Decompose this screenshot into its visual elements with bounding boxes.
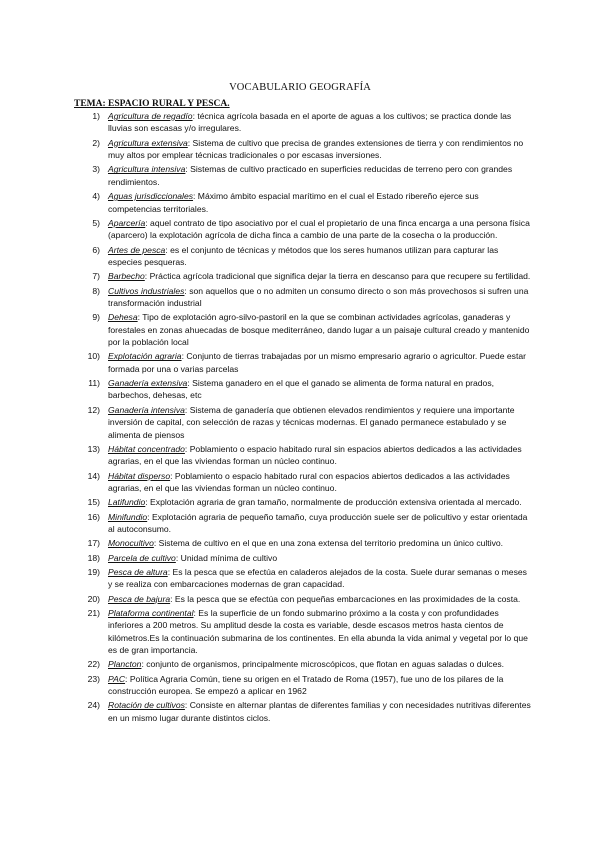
vocab-term: Barbecho xyxy=(108,271,145,282)
item-body xyxy=(108,217,532,242)
item-body xyxy=(108,552,532,564)
item-number: 12) xyxy=(87,404,100,415)
list-item xyxy=(74,470,532,495)
vocab-definition: : es el conjunto de técnicas y métodos que los seres humanos utilizan para capturar las especies pesqueras. xyxy=(108,244,499,267)
item-number: 5) xyxy=(92,217,100,228)
list-item xyxy=(74,552,532,564)
vocab-definition: : conjunto de organismos, principalmente microscópicos, que flotan en aguas saladas o dulces. xyxy=(141,659,505,670)
item-number: 10) xyxy=(87,351,100,362)
vocab-term: Aguas jurisdiccionales xyxy=(108,191,194,202)
vocab-definition: : Sistema de ganadería que obtienen elevados rendimientos y requiere una importante inversión de capital, con selección de razas y técnicas modernas. El ganado permanece estabulado y se alimenta de piensos xyxy=(108,404,515,440)
vocab-definition: : Es la superficie de un fondo submarino próximo a la costa y con profundidades inferiores a 200 metros. Su amplitud desde la costa es variable, desde escasos metros hasta cientos de kilómetros.Es la continuación submarina de los continentes. En ella abunda la vida animal y vegetal por lo que es de gran importancia. xyxy=(108,607,528,656)
list-item xyxy=(74,163,532,188)
item-body xyxy=(108,511,532,536)
vocab-definition: : Sistema ganadero en el que el ganado se alimenta de forma natural en prados, barbechos, dehesas, etc xyxy=(108,378,495,401)
vocab-term: Latifundio xyxy=(108,497,146,508)
vocab-definition: : Sistema de cultivo en el que en una zona extensa del territorio predomina un único cultivo. xyxy=(153,538,504,549)
item-number: 4) xyxy=(92,191,100,202)
item-body xyxy=(108,270,532,282)
vocab-term: Explotación agraria xyxy=(108,351,182,362)
vocab-term: PAC xyxy=(108,673,126,684)
vocab-definition: : Práctica agrícola tradicional que significa dejar la tierra en descanso para que recupere su fertilidad. xyxy=(144,271,531,282)
list-item xyxy=(74,350,532,375)
vocab-term: Ganadería intensiva xyxy=(108,404,185,415)
list-item xyxy=(74,593,532,605)
vocab-term: Pesca de bajura xyxy=(108,593,171,604)
item-body xyxy=(108,470,532,495)
item-body xyxy=(108,496,532,508)
vocab-definition: : Explotación agraria de pequeño tamaño, cuya producción suele ser de policultivo y estar orientada al autoconsumo. xyxy=(108,511,528,534)
vocab-term: Artes de pesca xyxy=(108,244,166,255)
list-item xyxy=(74,699,532,724)
list-item xyxy=(74,496,532,508)
list-item xyxy=(74,190,532,215)
item-number: 14) xyxy=(87,470,100,481)
list-item xyxy=(74,537,532,549)
list-item xyxy=(74,658,532,670)
vocab-definition: : Tipo de explotación agro-silvo-pastoril en la que se combinan actividades agrícolas, ganaderas y forestales en zonas ahuecadas de bosque mediterráneo, dando lugar a un paisaje cultural creado y mantenido por la población local xyxy=(108,312,530,348)
item-body xyxy=(108,699,532,724)
vocab-definition: : Es la pesca que se efectúa en caladeros alejados de la costa. Suele durar semanas o meses y se realiza con embarcaciones modernas de gran capacidad. xyxy=(108,566,527,590)
list-item xyxy=(74,511,532,536)
vocab-definition: : Poblamiento o espacio habitado rural con espacios abiertos dedicados a las actividades agrarias, en el que las viviendas forman un núcleo continuo. xyxy=(108,470,510,493)
vocab-term: Dehesa xyxy=(108,312,138,323)
list-item xyxy=(74,270,532,282)
item-body xyxy=(108,110,532,135)
item-number: 11) xyxy=(88,378,100,389)
item-number: 24) xyxy=(87,700,100,711)
item-body xyxy=(108,404,532,441)
item-body xyxy=(108,607,532,657)
item-body xyxy=(108,658,532,670)
page-title: VOCABULARIO GEOGRAFÍA xyxy=(229,82,371,93)
vocab-definition: : Sistema de cultivo que precisa de grandes extensiones de tierra y con rendimientos no muy altos por emplear técnicas tradicionales o por escasas inversiones. xyxy=(108,137,524,161)
list-item xyxy=(74,217,532,242)
list-item xyxy=(74,137,532,162)
vocab-definition: : aquel contrato de tipo asociativo por el cual el propietario de una finca encarga a una persona física (aparcero) la explotación agrícola de dicha finca a cambio de una parte de la cosecha o la producción. xyxy=(108,217,530,241)
item-number: 16) xyxy=(87,511,100,522)
item-number: 3) xyxy=(92,164,100,175)
vocab-definition: : son aquellos que o no admiten un consumo directo o son más provechosos si sufren una transformación industrial xyxy=(108,285,529,308)
vocab-term: Plancton xyxy=(108,659,142,670)
vocab-term: Ganadería extensiva xyxy=(108,378,188,389)
vocab-term: Cultivos industriales xyxy=(108,285,185,296)
item-body xyxy=(108,537,532,549)
item-body xyxy=(108,566,532,591)
item-number: 2) xyxy=(92,137,100,148)
item-body xyxy=(108,673,532,698)
vocab-term: Parcela de cultivo xyxy=(108,552,176,563)
vocab-definition: : Unidad mínima de cultivo xyxy=(175,552,278,563)
item-number: 17) xyxy=(87,538,100,549)
item-body xyxy=(108,163,532,188)
list-item xyxy=(74,607,532,657)
item-body xyxy=(108,285,532,310)
vocab-definition: : Explotación agraria de gran tamaño, normalmente de producción extensiva orientada al mercado. xyxy=(145,497,522,508)
list-item xyxy=(74,566,532,591)
item-number: 21) xyxy=(87,607,100,618)
item-number: 20) xyxy=(87,593,100,604)
item-body xyxy=(108,443,532,468)
vocab-term: Minifundio xyxy=(108,511,148,522)
item-number: 7) xyxy=(92,271,100,282)
item-number: 13) xyxy=(87,443,100,454)
vocab-definition: : Consiste en alternar plantas de diferentes familias y con necesidades nutritivas diferentes en un mismo lugar durante distintos ciclos. xyxy=(108,700,531,723)
item-body xyxy=(108,190,532,215)
item-number: 23) xyxy=(87,673,100,684)
topic-heading: TEMA: ESPACIO RURAL Y PESCA. xyxy=(74,99,230,109)
list-item xyxy=(74,443,532,468)
list-item xyxy=(74,244,532,269)
list-item xyxy=(74,285,532,310)
vocab-term: Hábitat disperso xyxy=(108,470,171,481)
item-body xyxy=(108,244,532,269)
item-number: 8) xyxy=(92,285,100,296)
item-number: 1) xyxy=(92,111,100,121)
list-item xyxy=(74,673,532,698)
vocab-definition: : Sistemas de cultivo practicado en superficies reducidas de terreno pero con grandes rendimientos. xyxy=(108,164,513,187)
vocab-definition: : Política Agraria Común, tiene su origen en el Tratado de Roma (1957), fue uno de los pilares de la construcción europea. Se empezó a aplicar en 1962 xyxy=(108,673,504,697)
item-body xyxy=(108,137,532,162)
vocab-term: Hábitat concentrado xyxy=(108,443,185,454)
vocab-definition: : Poblamiento o espacio habitado rural sin espacios abiertos dedicados a las actividades agrarias, en el que las viviendas forman un núcleo continuo. xyxy=(108,443,522,467)
item-body xyxy=(108,350,532,375)
item-body xyxy=(108,377,532,402)
vocab-term: Rotación de cultivos xyxy=(108,700,185,711)
list-item xyxy=(74,110,532,135)
vocab-term: Agricultura intensiva xyxy=(108,164,186,175)
list-item xyxy=(74,404,532,441)
vocab-term: Aparcería xyxy=(108,217,146,228)
list-item xyxy=(74,311,532,348)
item-body xyxy=(108,311,532,348)
vocab-term: Agricultura extensiva xyxy=(108,137,188,148)
item-number: 9) xyxy=(92,312,100,323)
list-item xyxy=(74,377,532,402)
vocab-definition: : Máximo ámbito espacial marítimo en el cual el Estado ribereño ejerce sus competencias territoriales. xyxy=(108,191,479,214)
item-number: 6) xyxy=(92,244,100,255)
vocab-term: Agricultura de regadío xyxy=(108,111,193,121)
vocab-term: Monocultivo xyxy=(108,538,154,549)
vocab-definition: : Es la pesca que se efectúa con pequeñas embarcaciones en las proximidades de la costa. xyxy=(170,593,521,604)
item-number: 18) xyxy=(87,552,100,563)
vocab-definition: : técnica agrícola basada en el aporte de aguas a los cultivos; se practica donde las lluvias son escasas y/o irregulares. xyxy=(108,111,512,134)
item-number: 19) xyxy=(87,566,100,577)
item-number: 22) xyxy=(87,659,100,670)
vocabulary-list xyxy=(74,110,532,726)
vocab-term: Pesca de altura xyxy=(108,566,168,577)
vocab-definition: : Conjunto de tierras trabajadas por un mismo empresario agrario o agricultor. Puede estar formada por una o varias parcelas xyxy=(108,351,526,374)
vocab-term: Plataforma continental xyxy=(108,607,194,618)
item-number: 15) xyxy=(87,497,100,508)
item-body xyxy=(108,593,532,605)
